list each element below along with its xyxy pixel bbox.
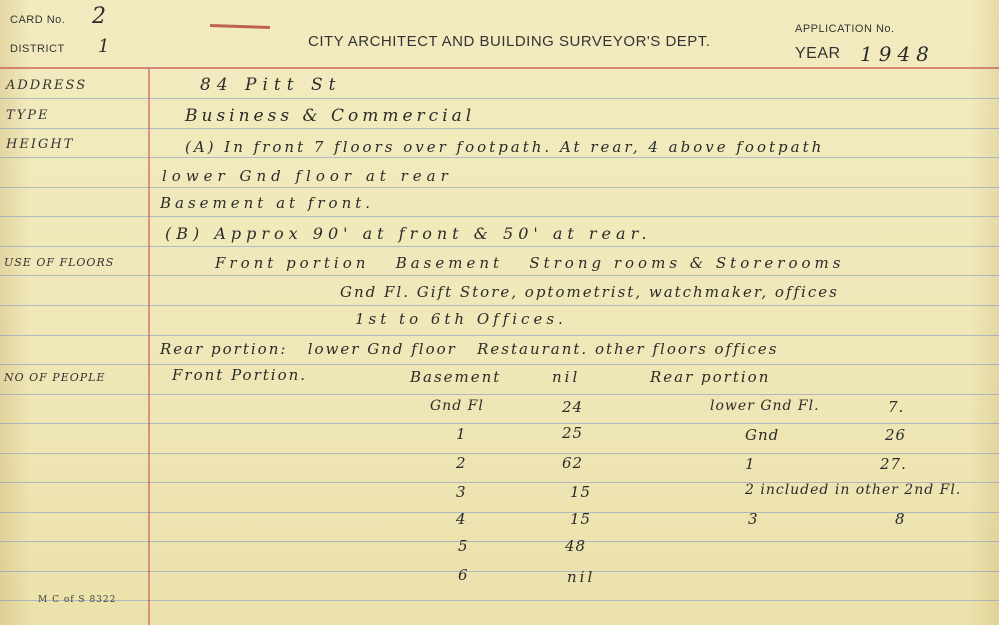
card-no-value: 2 xyxy=(92,4,107,29)
type-label: TYPE xyxy=(6,108,50,123)
front-count: nil xyxy=(567,568,596,586)
front-floor: 6 xyxy=(458,566,469,584)
rear-floor: 2 included in other 2nd Fl. xyxy=(745,482,962,498)
front-floor: 2 xyxy=(456,454,467,472)
year-label: YEAR xyxy=(795,45,841,62)
rear-floor: 1 xyxy=(745,455,756,473)
front-count: 62 xyxy=(562,454,584,472)
use-line: 1st to 6th Offices. xyxy=(355,310,567,328)
basement-value: nil xyxy=(552,368,581,386)
use-line: Front portion Basement Strong rooms & Storerooms xyxy=(215,254,845,272)
use-line: Rear portion: lower Gnd floor Restaurant. other floors offices xyxy=(160,340,779,358)
front-count: 25 xyxy=(562,424,584,442)
address-label: ADDRESS xyxy=(6,78,88,93)
rear-portion-header: Rear portion xyxy=(650,368,771,386)
front-count: 15 xyxy=(570,483,592,501)
height-line: Basement at front. xyxy=(160,194,375,212)
front-floor: 3 xyxy=(456,483,467,501)
rear-count: 26 xyxy=(885,426,907,444)
height-label: HEIGHT xyxy=(6,137,75,152)
front-count: 24 xyxy=(562,398,584,416)
rear-count: 7. xyxy=(888,398,905,416)
basement-label: Basement xyxy=(410,368,502,386)
type-value: Business & Commercial xyxy=(185,106,476,126)
rear-count: 8 xyxy=(895,510,906,528)
height-line: lower Gnd floor at rear xyxy=(162,167,453,185)
department-title: CITY ARCHITECT AND BUILDING SURVEYOR'S DEPT. xyxy=(308,33,711,50)
rear-floor: Gnd xyxy=(745,426,780,444)
district-value: 1 xyxy=(98,36,111,57)
front-floor: 4 xyxy=(456,510,467,528)
district-label: DISTRICT xyxy=(10,43,65,55)
front-floor: 1 xyxy=(456,425,467,443)
front-count: 48 xyxy=(565,537,587,555)
rear-count: 27. xyxy=(880,455,907,473)
rear-floor: 3 xyxy=(748,510,759,528)
rear-floor: lower Gnd Fl. xyxy=(710,398,820,414)
front-portion-header: Front Portion. xyxy=(172,366,308,384)
height-line: (B) Approx 90' at front & 50' at rear. xyxy=(165,224,652,243)
application-label: APPLICATION No. xyxy=(795,23,895,35)
no-of-people-label: NO OF PEOPLE xyxy=(4,371,106,384)
front-count: 15 xyxy=(570,510,592,528)
use-of-floors-label: USE OF FLOORS xyxy=(4,256,115,269)
form-code: M C of S 8322 xyxy=(38,595,117,605)
year-value: 1948 xyxy=(860,42,935,66)
address-value: 84 Pitt St xyxy=(200,75,342,95)
ink-mark xyxy=(210,24,270,29)
front-floor: Gnd Fl xyxy=(430,398,484,414)
card-no-label: CARD No. xyxy=(10,14,66,26)
front-floor: 5 xyxy=(458,537,469,555)
height-line: (A) In front 7 floors over footpath. At rear, 4 above footpath xyxy=(185,138,825,156)
use-line: Gnd Fl. Gift Store, optometrist, watchmaker, offices xyxy=(340,283,839,301)
margin-line xyxy=(148,68,150,625)
